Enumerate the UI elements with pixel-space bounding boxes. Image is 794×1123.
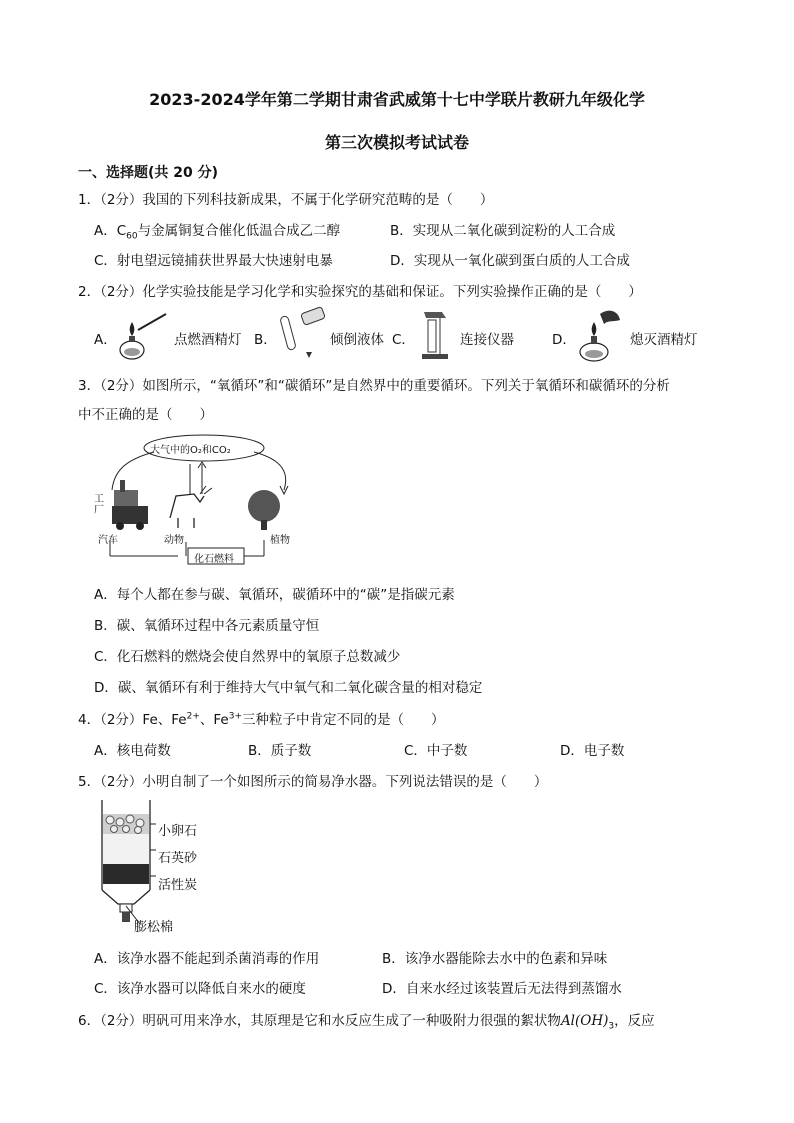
q1-stem: 1．（2分）我国的下列科技新成果，不属于化学研究范畴的是（ ） — [78, 192, 494, 208]
q5-option-a: A．该净水器不能起到杀菌消毒的作用 — [94, 951, 320, 967]
lighting-lamp-icon — [116, 310, 172, 362]
filter-layer-quartz-sand: 石英砂 — [158, 851, 198, 866]
water-filter-diagram — [96, 798, 158, 930]
q2-option-d-label: 熄灭酒精灯 — [630, 332, 698, 348]
exam-title-line2: 第三次模拟考试试卷 — [324, 133, 469, 152]
cycle-factory-label: 工厂 — [94, 494, 104, 516]
q4-option-d: D．电子数 — [560, 743, 625, 759]
q5-option-d: D．自来水经过该装置后无法得到蒸馏水 — [382, 981, 622, 997]
cycle-fossil-fuel-label: 化石燃料 — [194, 554, 234, 565]
cycle-car-label: 汽车 — [98, 535, 118, 546]
q1-option-a: A．$C_{60}$与金属铜复合催化低温合成乙二醇 — [94, 223, 341, 242]
q2-stem: 2．（2分）化学实验技能是学习化学和实验探究的基础和保证。下列实验操作正确的是（ ） — [78, 284, 642, 300]
cycle-atmosphere-label: 大气中的O₂和CO₂ — [150, 445, 231, 456]
q4-option-a: A．核电荷数 — [94, 743, 171, 759]
q2-option-b: B． — [254, 332, 277, 348]
q6-stem: 6．（2分）明矾可用来净水，其原理是它和水反应生成了一种吸附力很强的絮状物$Al(OH)_3$，反应 — [78, 1013, 655, 1032]
q3-option-d: D．碳、氧循环有利于维持大气中氧气和二氧化碳含量的相对稳定 — [94, 680, 483, 696]
q4-stem: 4．（2分）Fe、$Fe^{2+}$、$Fe^{3+}$三种粒子中肯定不同的是（ ） — [78, 711, 445, 728]
filter-layer-cotton: 膨松棉 — [134, 920, 174, 935]
q5-option-b: B．该净水器能除去水中的色素和异味 — [382, 951, 608, 967]
q2-option-a-label: 点燃酒精灯 — [174, 332, 242, 348]
q2-option-c-label: 连接仪器 — [460, 332, 514, 348]
q3-option-a: A．每个人都在参与碳、氧循环，碳循环中的“碳”是指碳元素 — [94, 587, 455, 603]
exam-title-line1: 2023-2024学年第二学期甘肃省武威第十七中学联片教研九年级化学 — [149, 90, 645, 109]
pouring-liquid-icon — [276, 306, 332, 362]
q3-option-c: C．化石燃料的燃烧会使自然界中的氧原子总数减少 — [94, 649, 401, 665]
q1-option-c: C．射电望远镜捕获世界最大快速射电暴 — [94, 253, 333, 269]
q1-option-b: B．实现从二氧化碳到淀粉的人工合成 — [390, 223, 616, 239]
q3-option-b: B．碳、氧循环过程中各元素质量守恒 — [94, 618, 320, 634]
q3-stem-line1: 3．（2分）如图所示，“氧循环”和“碳循环”是自然界中的重要循环。下列关于氧循环和碳循环的分析 — [78, 378, 670, 394]
extinguish-lamp-icon — [574, 306, 628, 364]
q5-option-c: C．该净水器可以降低自来水的硬度 — [94, 981, 306, 997]
q2-option-b-label: 倾倒液体 — [330, 332, 384, 348]
q4-option-b: B．质子数 — [248, 743, 312, 759]
cycle-animal-label: 动物 — [164, 535, 184, 546]
q5-stem: 5．（2分）小明自制了一个如图所示的简易净水器。下列说法错误的是（ ） — [78, 774, 548, 790]
filter-layer-activated-carbon: 活性炭 — [158, 878, 198, 893]
q2-option-a: A． — [94, 332, 117, 348]
q3-stem-line2: 中不正确的是（ ） — [78, 407, 213, 423]
q2-option-c: C． — [392, 332, 415, 348]
q1-option-d: D．实现从一氧化碳到蛋白质的人工合成 — [390, 253, 630, 269]
filter-layer-pebbles: 小卵石 — [158, 824, 198, 839]
q4-option-c: C．中子数 — [404, 743, 468, 759]
connecting-apparatus-icon — [416, 306, 456, 364]
section-heading: 一、选择题(共 20 分) — [78, 165, 219, 181]
cycle-plant-label: 植物 — [270, 535, 290, 546]
q2-option-d: D． — [552, 332, 576, 348]
